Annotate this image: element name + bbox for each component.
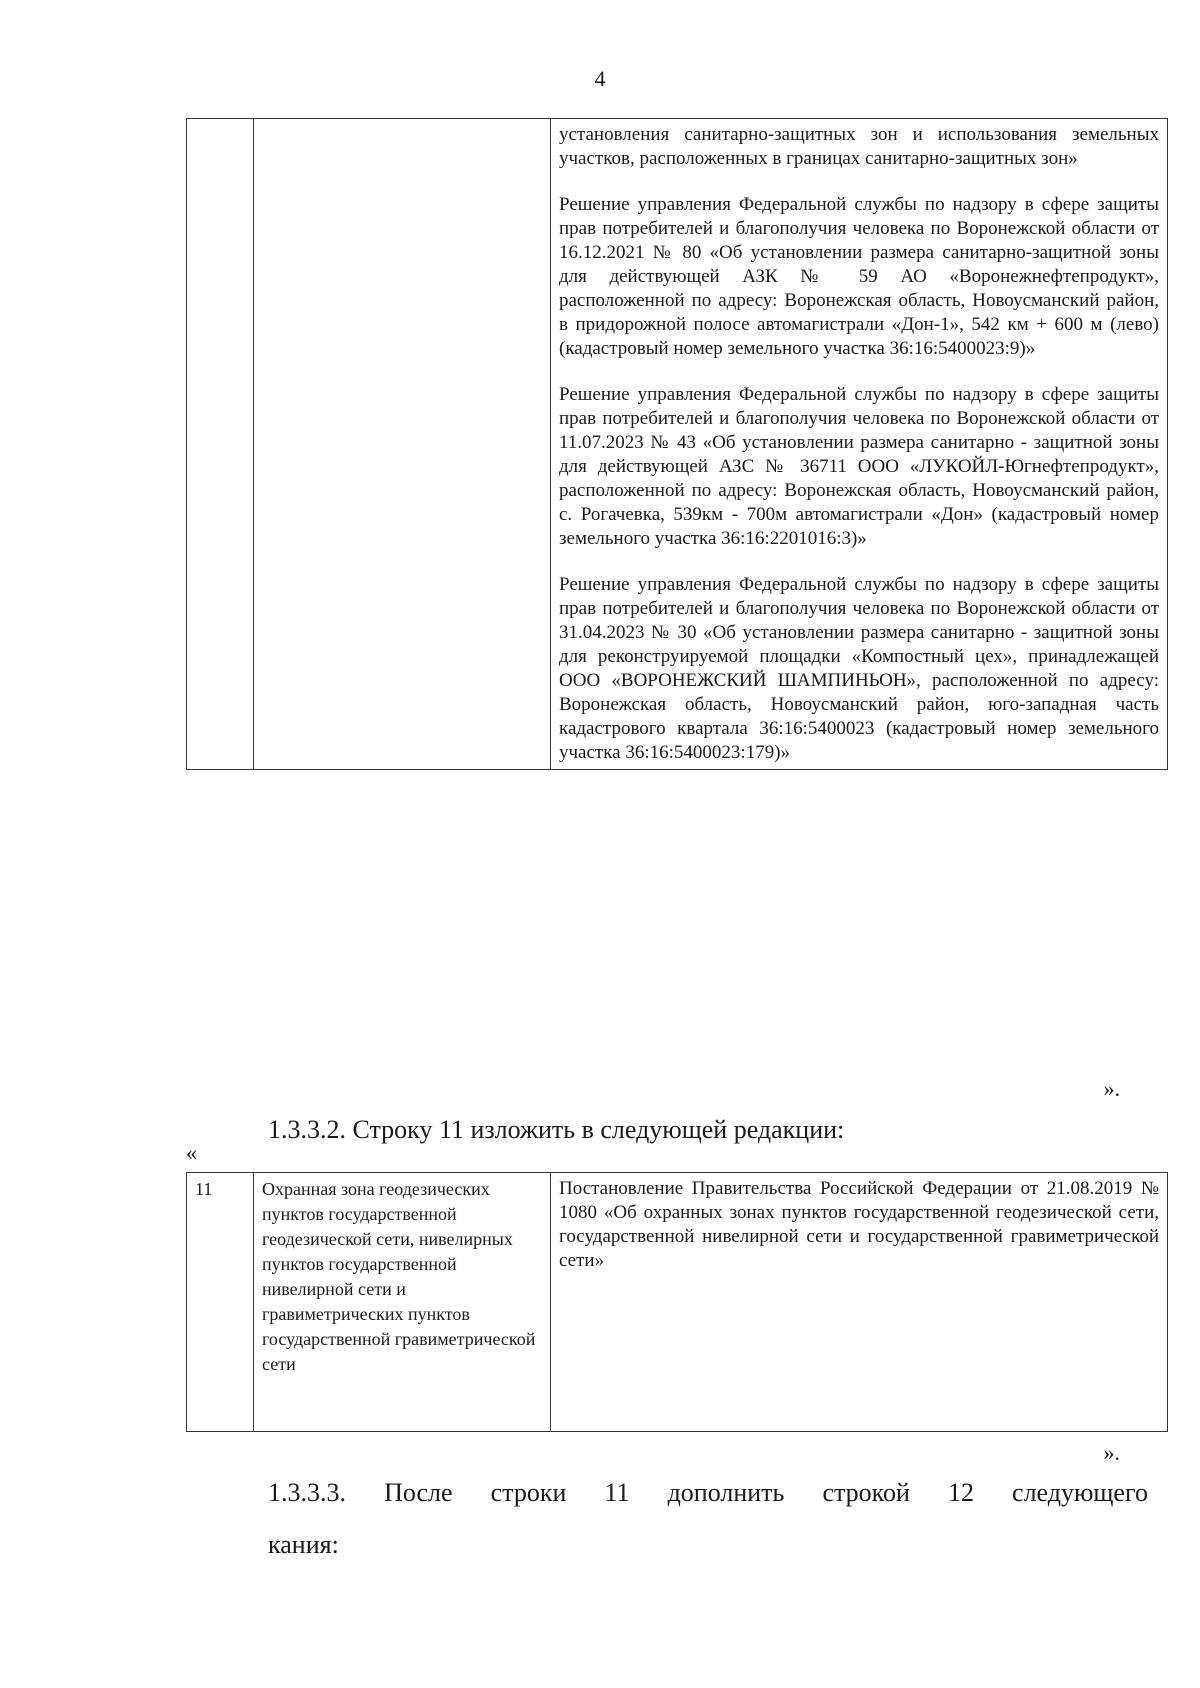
table-row — [187, 119, 1168, 770]
page-number: 4 — [594, 66, 606, 91]
paragraph-1-3-3-2: 1.3.3.2. Строку 11 изложить в следующей редакции: — [268, 1115, 845, 1144]
closing-quote: ». — [1103, 1076, 1120, 1101]
table-cell-documents — [551, 1173, 1168, 1432]
opening-quote: « — [186, 1140, 197, 1165]
paragraph-1-3-3-3: 1.3.3.3. После строки 11 дополнить строкой 12 следующего — [268, 1478, 1148, 1507]
table-row — [187, 1173, 1168, 1432]
document-entry: Решение управления Федеральной службы по надзору в сфере защиты прав потребителей и благополучия человека по Воронежской области от 16.12.2021 № 80 «Об установлении размера санитарно-защитной зоны для действующей АЗК № 59 АО «Воронежнефтепродукт», расположенной по адресу: Воронежская область, Новоусманский район, в придорожной полосе автомагистрали «Дон-1», 542 км + 600 м (лево) (кадастровый номер земельного участка 36:16:5400023:9)» — [559, 194, 1159, 359]
paragraph-1-3-3-3-continuation: кания: — [268, 1530, 339, 1559]
document-entry: Решение управления Федеральной службы по надзору в сфере защиты прав потребителей и благополучия человека по Воронежской области от 11.07.2023 № 43 «Об установлении размера санитарно - защитной зоны для действующей АЗС № 36711 ООО «ЛУКОЙЛ-Югнефтепродукт», расположенной по адресу: Воронежская область, Новоусманский район, с. Рогачевка, 539км - 700м автомагистрали «Дон» (кадастровый номер земельного участка 36:16:2201016:3)» — [559, 384, 1159, 549]
closing-quote: ». — [1103, 1440, 1120, 1465]
table-cell-name: Охранная зона геодезических пунктов государственной геодезической сети, нивелирных пунктов государственной нивелирной сети и гравиметрических пунктов государственной гравиметрической сети — [254, 1173, 551, 1432]
table-cell-number — [187, 119, 254, 770]
document-entry: Решение управления Федеральной службы по надзору в сфере защиты прав потребителей и благополучия человека по Воронежской области от 31.04.2023 № 30 «Об установлении размера санитарно - защитной зоны для реконструируемой площадки «Компостный цех», принадлежащей ООО «ВОРОНЕЖСКИЙ ШАМПИНЬОН», расположенной по адресу: Воронежская область, Новоусманский район, юго-западная часть кадастрового квартала 36:16:5400023 (кадастровый номер земельного участка 36:16:5400023:179)» — [559, 574, 1159, 763]
table-cell-number: 11 — [187, 1173, 254, 1432]
table-cell-name — [254, 119, 551, 770]
continued-table — [186, 118, 1168, 770]
table-cell-documents — [551, 119, 1168, 770]
row-11-table — [186, 1172, 1168, 1432]
document-entry: установления санитарно-защитных зон и использования земельных участков, расположенных в границах санитарно-защитных зон» — [559, 124, 1159, 169]
document-entry: Постановление Правительства Российской Федерации от 21.08.2019 № 1080 «Об охранных зонах пунктов государственной геодезической сети, государственной нивелирной сети и государственной гравиметрической сети» — [559, 1178, 1159, 1271]
